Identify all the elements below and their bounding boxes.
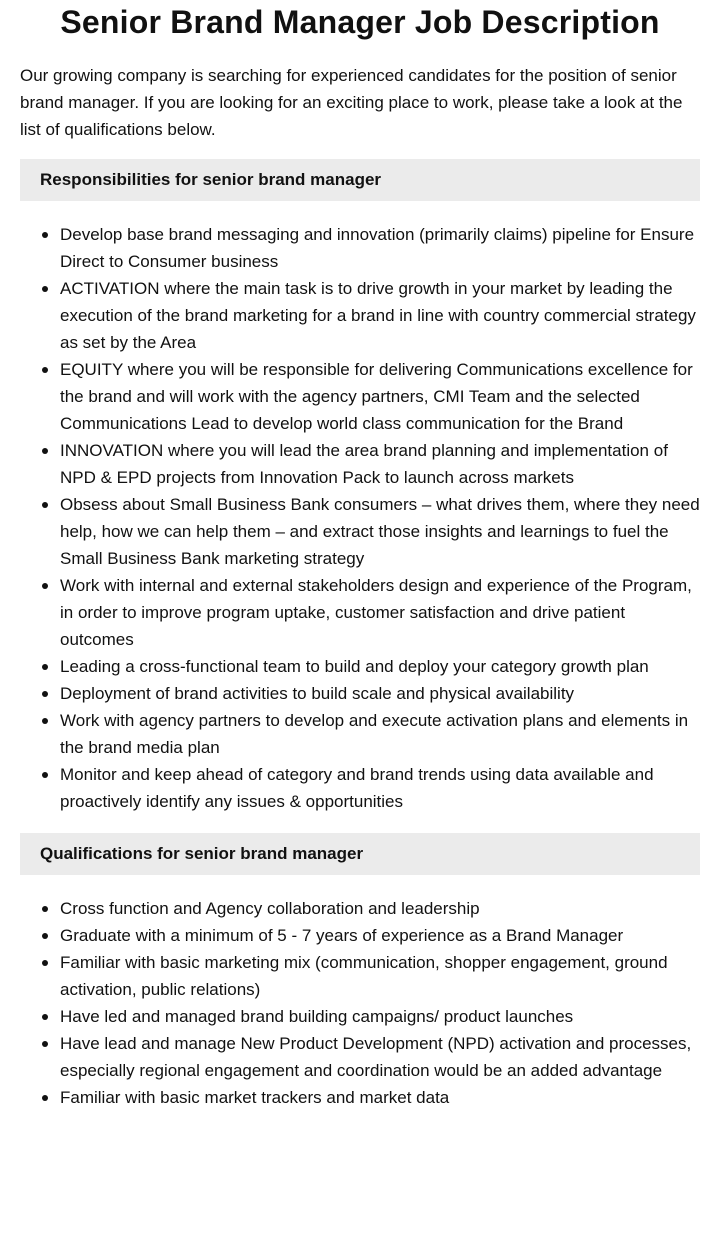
qualifications-heading <box>20 833 700 875</box>
list-item: Develop base brand messaging and innovation (primarily claims) pipeline for Ensure Direct to Consumer business <box>60 221 700 275</box>
qualifications-heading-text: Qualifications for senior brand manager <box>40 844 364 863</box>
page-title: Senior Brand Manager Job Description <box>60 4 660 40</box>
list-item: Obsess about Small Business Bank consumers – what drives them, where they need help, how we can help them – and extract those insights and learnings to fuel the Small Business Bank marketing strategy <box>60 491 700 572</box>
list-item: Graduate with a minimum of 5 - 7 years of experience as a Brand Manager <box>60 922 700 949</box>
list-item: Have led and managed brand building campaigns/ product launches <box>60 1003 700 1030</box>
list-item: Work with internal and external stakeholders design and experience of the Program, in order to improve program uptake, customer satisfaction and drive patient outcomes <box>60 572 700 653</box>
qualifications-list <box>20 895 700 1111</box>
list-item: Familiar with basic marketing mix (communication, shopper engagement, ground activation, public relations) <box>60 949 700 1003</box>
list-item: Deployment of brand activities to build scale and physical availability <box>60 680 700 707</box>
list-item: Leading a cross-functional team to build and deploy your category growth plan <box>60 653 700 680</box>
list-item: Have lead and manage New Product Development (NPD) activation and processes, especially regional engagement and coordination would be an added advantage <box>60 1030 700 1084</box>
responsibilities-list <box>20 221 700 815</box>
list-item: Cross function and Agency collaboration and leadership <box>60 895 700 922</box>
responsibilities-heading <box>20 159 700 201</box>
list-item: Work with agency partners to develop and execute activation plans and elements in the brand media plan <box>60 707 700 761</box>
list-item: Familiar with basic market trackers and market data <box>60 1084 700 1111</box>
list-item: Monitor and keep ahead of category and brand trends using data available and proactively identify any issues & opportunities <box>60 761 700 815</box>
responsibilities-heading-text: Responsibilities for senior brand manager <box>40 170 382 189</box>
intro-paragraph: Our growing company is searching for experienced candidates for the position of senior brand manager. If you are looking for an exciting place to work, please take a look at the list of qualifications below. <box>20 66 683 139</box>
list-item: ACTIVATION where the main task is to drive growth in your market by leading the execution of the brand marketing for a brand in line with country commercial strategy as set by the Area <box>60 275 700 356</box>
list-item: INNOVATION where you will lead the area brand planning and implementation of NPD & EPD projects from Innovation Pack to launch across markets <box>60 437 700 491</box>
list-item: EQUITY where you will be responsible for delivering Communications excellence for the brand and will work with the agency partners, CMI Team and the selected Communications Lead to develop world class communication for the Brand <box>60 356 700 437</box>
